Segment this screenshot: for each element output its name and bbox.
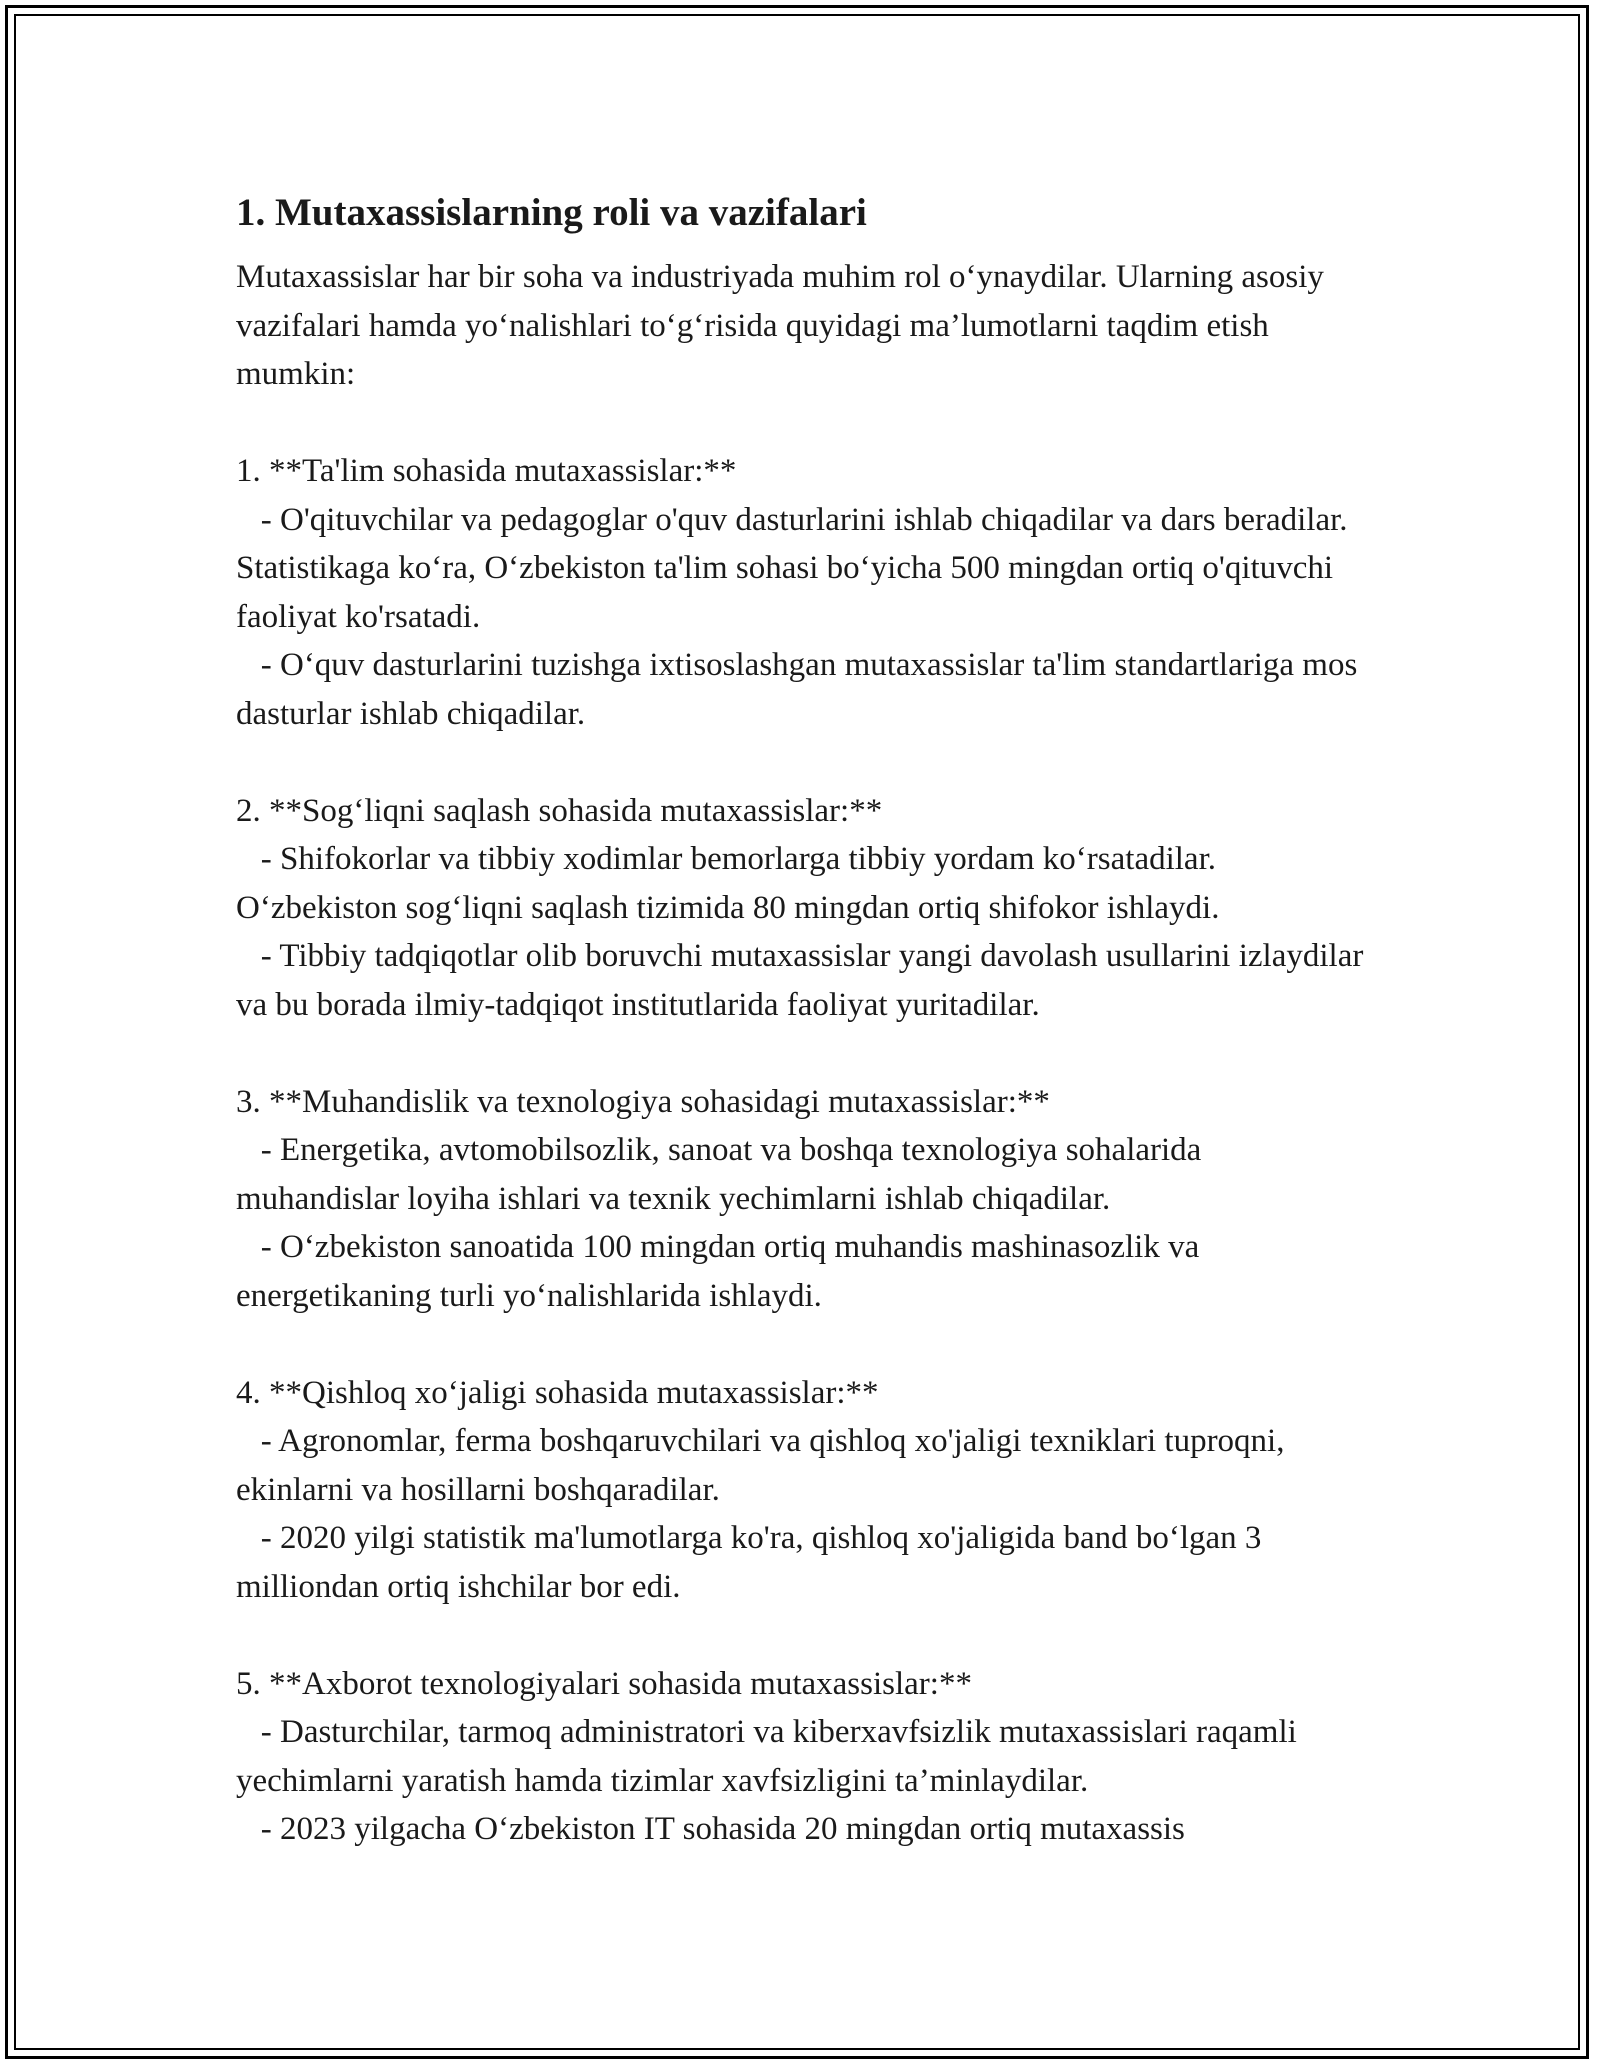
section-item: - Shifokorlar va tibbiy xodimlar bemorlarga tibbiy yordam ko‘rsatadilar. O‘zbekiston sog‘liqni saqlash tizimida 80 mingdan ortiq shifokor ishlaydi.	[236, 841, 1225, 926]
section-item: - 2023 yilgacha O‘zbekiston IT sohasida 20 mingdan ortiq mutaxassis	[236, 1811, 1185, 1847]
intro-paragraph: Mutaxassislar har bir soha va industriyada muhim rol o‘ynaydilar. Ularning asosiy vazifalari hamda yo‘nalishlari to‘g‘risida quyidagi ma’lumotlarni taqdim etish mumkin:	[236, 259, 1324, 392]
section-item: - O'qituvchilar va pedagoglar o'quv dasturlarini ishlab chiqadilar va dars beradilar. Statistikaga ko‘ra, O‘zbekiston ta'lim sohasi bo‘yicha 500 mingdan ortiq o'qituvchi faoliyat ko'rsatadi.	[236, 501, 1356, 635]
section-item: - 2020 yilgi statistik ma'lumotlarga ko'ra, qishloq xo'jaligida band bo‘lgan 3 milliondan ortiq ishchilar bor edi.	[236, 1520, 1270, 1605]
section-agriculture	[236, 1369, 1366, 1612]
section-healthcare	[236, 787, 1372, 1030]
section-item: - Tibbiy tadqiqotlar olib boruvchi mutaxassislar yangi davolash usullarini izlaydilar va bu borada ilmiy-tadqiqot institutlarida faoliyat yuritadilar.	[236, 938, 1372, 1023]
section-heading: 1. **Ta'lim sohasida mutaxassislar:**	[236, 453, 737, 489]
section-item: - Energetika, avtomobilsozlik, sanoat va boshqa texnologiya sohalarida muhandislar loyiha ishlari va texnik yechimlarni ishlab chiqadilar.	[236, 1132, 1210, 1217]
document-title: 1. Mutaxassislarning roli va vazifalari	[236, 191, 867, 234]
document-body	[236, 185, 1372, 1854]
section-item: - Agronomlar, ferma boshqaruvchilari va qishloq xo'jaligi texniklari tuproqni, ekinlarni va hosillarni boshqaradilar.	[236, 1423, 1293, 1508]
section-heading: 4. **Qishloq xo‘jaligi sohasida mutaxassislar:**	[236, 1374, 879, 1411]
section-heading: 3. **Muhandislik va texnologiya sohasidagi mutaxassislar:**	[236, 1083, 1050, 1120]
section-education	[236, 447, 1366, 738]
section-heading: 2. **Sog‘liqni saqlash sohasida mutaxassislar:**	[236, 792, 883, 829]
section-heading: 5. **Axborot texnologiyalari sohasida mutaxassislar:**	[236, 1665, 972, 1702]
section-engineering	[236, 1078, 1366, 1321]
section-item: - O‘quv dasturlarini tuzishga ixtisoslashgan mutaxassislar ta'lim standartlariga mos dasturlar ishlab chiqadilar.	[236, 647, 1366, 732]
section-it	[236, 1660, 1366, 1854]
section-item: - Dasturchilar, tarmoq administratori va kiberxavfsizlik mutaxassislari raqamli yechimlarni yaratish hamda tizimlar xavfsizligini ta’minlaydilar.	[236, 1714, 1306, 1799]
section-item: - O‘zbekiston sanoatida 100 mingdan ortiq muhandis mashinasozlik va energetikaning turli yo‘nalishlarida ishlaydi.	[236, 1229, 1208, 1314]
